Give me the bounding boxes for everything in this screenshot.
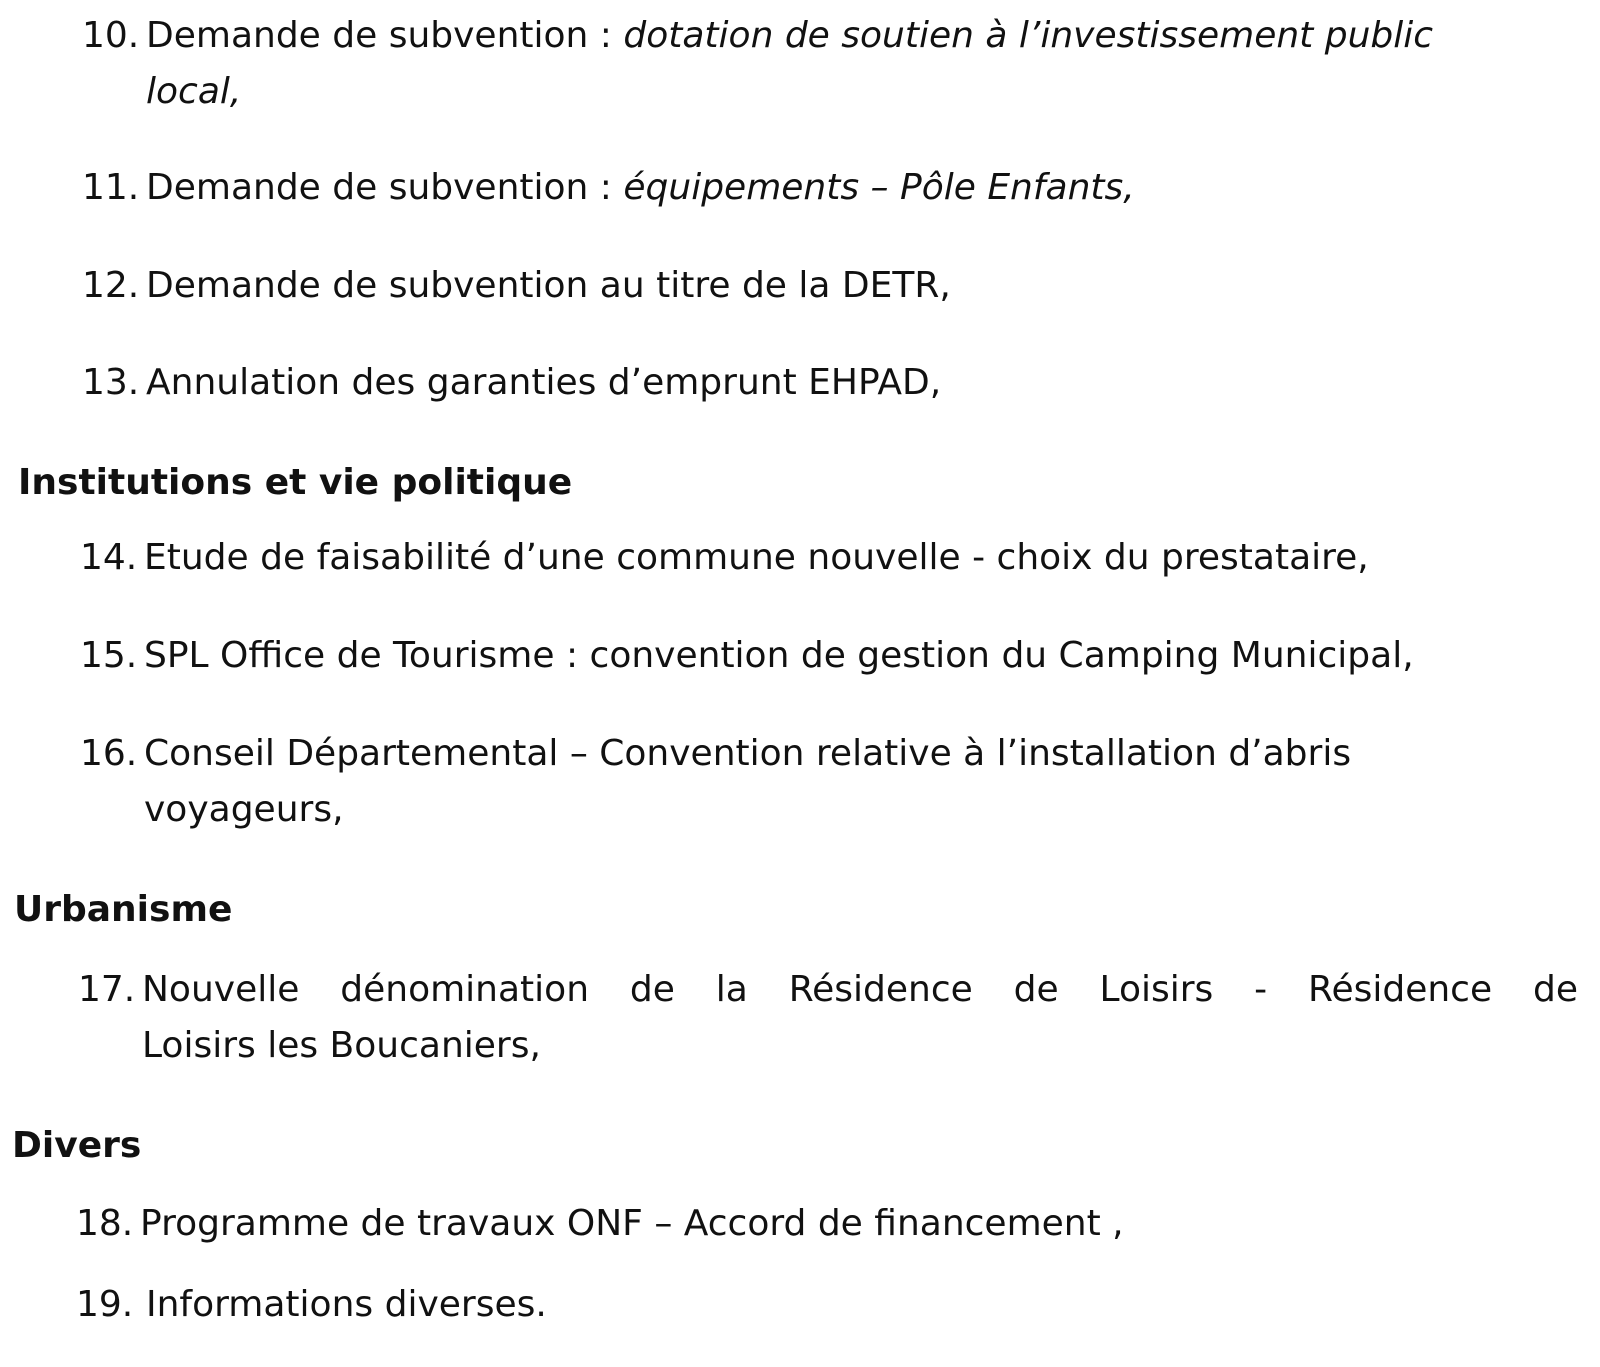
section-heading-urbanisme: Urbanisme (14, 889, 233, 930)
item-text: Annulation des garanties d’emprunt EHPAD, (146, 362, 942, 403)
item-number: 11. (82, 167, 140, 208)
item-number: 15. (80, 635, 138, 676)
item-text: Informations diverses. (146, 1284, 547, 1325)
item-text-italic: dotation de soutien à l’investissement public (623, 15, 1434, 56)
item-number: 10. (82, 15, 140, 56)
item-number: 14. (80, 537, 138, 578)
section-heading-institutions: Institutions et vie politique (18, 462, 573, 503)
item-number: 13. (82, 362, 140, 403)
item-text: Etude de faisabilité d’une commune nouvelle - choix du prestataire, (144, 537, 1369, 578)
item-text-roman: Demande de subvention : (146, 167, 624, 208)
item-text: SPL Office de Tourisme : convention de gestion du Camping Municipal, (144, 635, 1414, 676)
item-number: 19. (76, 1284, 134, 1325)
item-number: 16. (80, 733, 138, 774)
item-text: Nouvelle dénomination de la Résidence de Loisirs - Résidence de (142, 969, 1578, 1010)
item-number: 18. (76, 1203, 134, 1244)
item-number: 12. (82, 265, 140, 306)
item-text: Programme de travaux ONF – Accord de financement , (140, 1203, 1124, 1244)
item-text: Demande de subvention au titre de la DETR, (146, 265, 951, 306)
item-text (146, 160, 1135, 216)
item-text-italic: équipements – Pôle Enfants, (623, 167, 1135, 208)
item-text: Conseil Départemental – Convention relative à l’installation d’abris (144, 733, 1352, 774)
item-text (146, 8, 1433, 64)
item-number: 17. (78, 969, 136, 1010)
item-continuation: Loisirs les Boucaniers, (142, 1025, 541, 1066)
section-heading-divers: Divers (12, 1125, 142, 1166)
item-continuation: voyageurs, (144, 789, 344, 830)
item-text-roman: Demande de subvention : (146, 15, 624, 56)
item-continuation: local, (146, 71, 242, 112)
